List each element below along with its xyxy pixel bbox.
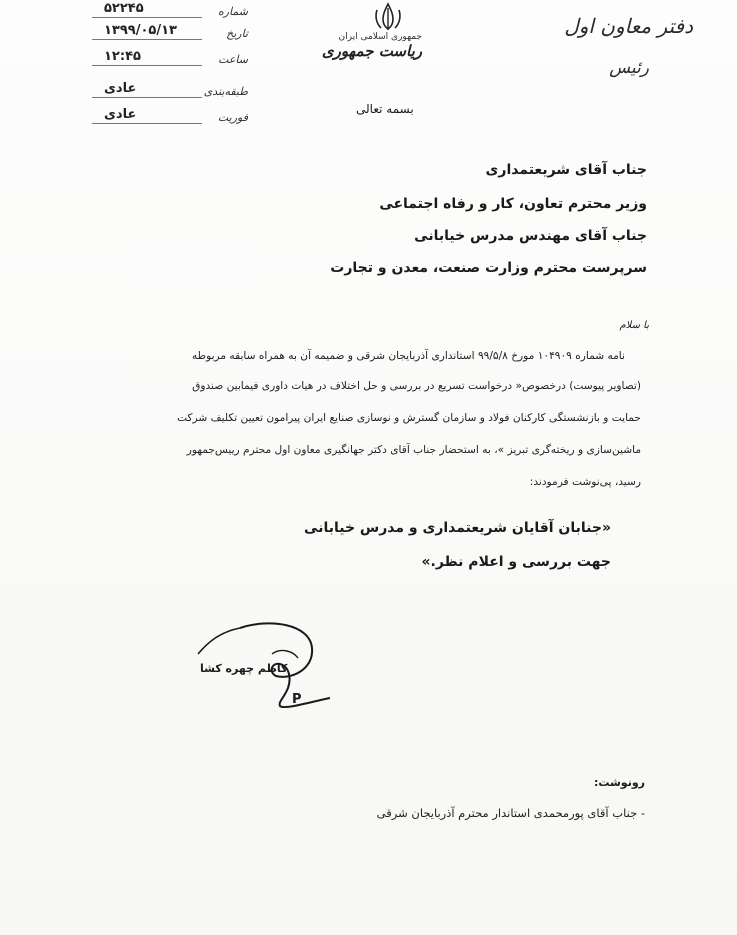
body-line-5: رسید، پی‌نوشت فرمودند: [529, 476, 641, 488]
signature-name: کاظم چهره کشا [200, 662, 288, 675]
body-line-2: (تصاویر پیوست) درخصوص« درخواست تسریع در بررسی و حل اختلاف در هیات داوری فیمابین صندوق [192, 380, 641, 392]
cc-heading: رونوشت: [593, 776, 645, 789]
addressee-2: جناب آقای مهندس مدرس خیابانی [414, 228, 647, 244]
order-line-2: جهت بررسی و اعلام نظر.» [421, 554, 611, 570]
date-label: تاریخ [226, 27, 248, 40]
signature-initial: P [292, 692, 302, 707]
body-line-1: نامه شماره ۱۰۴۹۰۹ مورخ ۹۹/۵/۸ استانداری آذربایجان شرقی و ضمیمه آن به همراه سابقه مربوطه [192, 350, 625, 362]
addressee-2-title: سرپرست محترم وزارت صنعت، معدن و تجارت [330, 260, 647, 276]
date-value: ۱۳۹۹/۰۵/۱۳ [104, 23, 177, 38]
salutation: با سلام [619, 320, 649, 331]
urgency-field [92, 106, 248, 126]
urgency-label: فوریت [217, 111, 248, 124]
number-label: شماره [217, 5, 248, 18]
classification-label: طبقه‌بندی [203, 85, 248, 98]
time-label: ساعت [218, 53, 248, 66]
emblem-country: جمهوری اسلامی ایران [338, 32, 422, 42]
classification-value: عادی [104, 81, 137, 96]
body-line-4: ماشین‌سازی و ریخته‌گری تبریز »، به استحضار جناب آقای دکتر جهانگیری معاون اول محترم رییس‌جمهور [186, 444, 641, 456]
invocation: بسمه تعالی [356, 102, 414, 116]
time-value: ۱۲:۴۵ [104, 49, 141, 64]
handwritten-note-title: رئیس [609, 58, 649, 78]
addressee-1-title: وزیر محترم تعاون، کار و رفاه اجتماعی [379, 196, 647, 212]
emblem [321, 2, 422, 74]
cc-line: - جناب آقای پورمحمدی استاندار محترم آذربایجان شرقی [376, 806, 645, 820]
emblem-office: ریاست جمهوری [321, 42, 422, 60]
date-field [92, 22, 248, 42]
number-field [92, 0, 248, 20]
classification-field [92, 80, 248, 100]
handwritten-note-office: دفتر معاون اول [564, 14, 693, 38]
addressee-1: جناب آقای شریعتمداری [485, 162, 647, 178]
emblem-icon [371, 2, 405, 32]
time-field [92, 48, 248, 68]
urgency-value: عادی [104, 107, 137, 122]
order-line-1: «جنابان آقایان شریعتمداری و مدرس خیابانی [304, 520, 611, 536]
body-line-3: حمایت و بازنشستگی کارکنان فولاد و سازمان گسترش و نوسازی صنایع ایران پیرامون تعیین تکلیف شرکت [177, 412, 641, 424]
number-value: ۵۲۲۴۵ [104, 1, 144, 16]
